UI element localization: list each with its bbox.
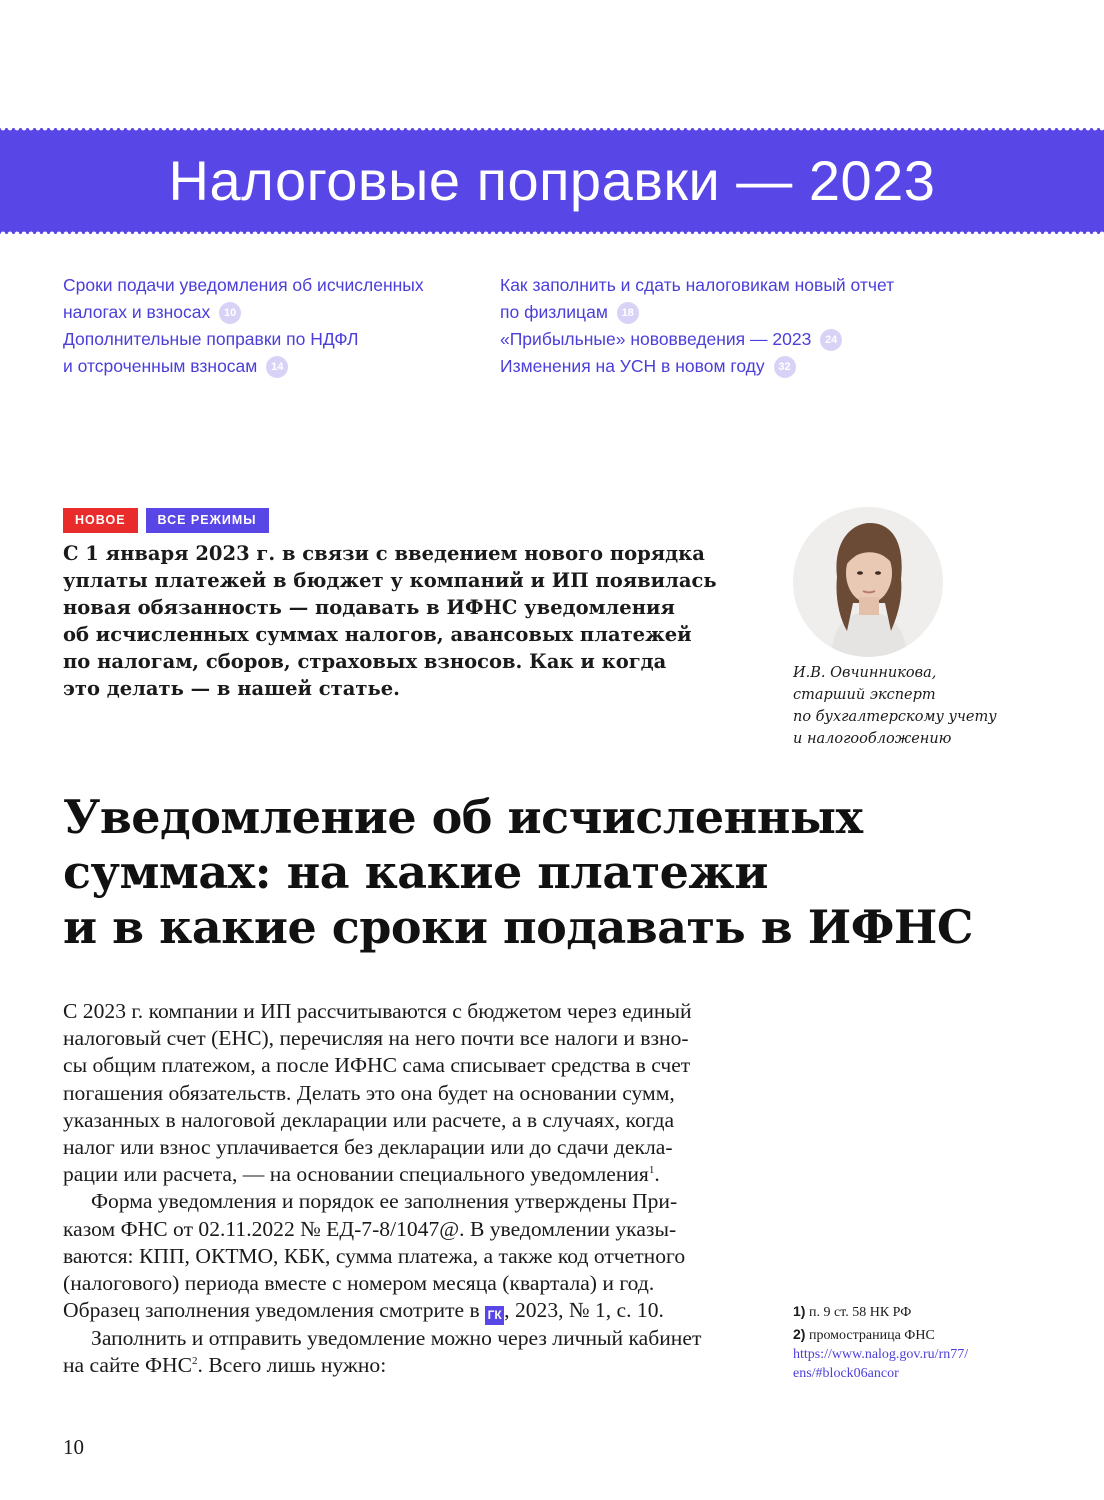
section-title: Налоговые поправки — 2023: [168, 149, 936, 212]
toc-item-profit-tax[interactable]: «Прибыльные» нововведения — 2023 24: [500, 326, 920, 353]
article-lead: С 1 января 2023 г. в связи с введением нового порядка уплаты платежей в бюджет у компаний и ИП появилась новая обязанность — подавать в ИФНС уведомления об исчисленных суммах налогов, авансовых платежей по налогам, сборов, страховых взносов. Как и когда это делать — в нашей статье.: [63, 542, 717, 700]
section-banner: [0, 128, 1104, 234]
page-badge: 32: [774, 356, 796, 378]
tag-all-regimes: ВСЕ РЕЖИМЫ: [146, 508, 269, 533]
page-badge: 18: [617, 302, 639, 324]
author-name: И.В. Овчинникова,: [793, 665, 937, 681]
tag-new: НОВОЕ: [63, 508, 138, 533]
toc-item-usn-changes[interactable]: Изменения на УСН в новом году 32: [500, 353, 920, 380]
page-number: 10: [63, 1435, 84, 1459]
toc-right-column: [500, 272, 920, 380]
author-caption: И.В. Овчинникова, старший эксперт по бухгалтерскому учету и налогообложению: [793, 662, 1033, 750]
footnotes: [793, 1302, 1033, 1386]
toc-item-notification-deadlines[interactable]: Сроки подачи уведомления об исчисленных налогах и взносах 10: [63, 272, 473, 326]
footnote-2: 2) промостраница ФНС https://www.nalog.gov.ru/rn77/ ens/#block06ancor: [793, 1325, 1033, 1383]
article-tags: [63, 508, 269, 533]
toc-item-individuals-report[interactable]: Как заполнить и сдать налоговикам новый отчет по физлицам 18: [500, 272, 920, 326]
footnote-ref-2[interactable]: 2: [192, 1355, 198, 1368]
toc-left-column: [63, 272, 473, 380]
fns-promo-link[interactable]: https://www.nalog.gov.ru/rn77/ ens/#block06ancor: [793, 1347, 969, 1381]
page-badge: 14: [266, 356, 288, 378]
banner-scallop-bottom: [0, 231, 1104, 237]
toc-item-ndfl-changes[interactable]: Дополнительные поправки по НДФЛ и отсроченным взносам 14: [63, 326, 473, 380]
banner-scallop-top: [0, 125, 1104, 131]
page-badge: 10: [219, 302, 241, 324]
gk-magazine-icon[interactable]: ГК: [485, 1306, 504, 1325]
article-body: С 2023 г. компании и ИП рассчитываются с бюджетом через единый налоговый счет (ЕНС), перечисляя на него почти все налоги и взно- сы общим платежом, а после ИФНС сама списывает средства в счет погашения обязательств. Делать это она будет на основании сумм, указанных в налоговой декларации или расчете, а в случаях, когда налог или взнос уплачивается без декларации или до сдачи декла- рации или расчета, — на основании специального уведомления$^1$. Форма уведомления и порядок ее заполнения утверждены При- казом ФНС от 02.11.2022 № ЕД-7-8/1047@. В уведомлении указы- ваются: КПП, ОКТМО, КБК, сумма платежа, а также код отчетного (налогового) периода вместе с номером месяца (квартала) и год. Образец заполнения уведомления смотрите в ГК , 2023, № 1, с. 10. Заполнить и отправить уведомление можно через личный кабинет на сайте ФНС$^2$. Всего лишь нужно:: [63, 999, 702, 1378]
page-badge: 24: [820, 329, 842, 351]
author-photo: [793, 507, 943, 657]
article-headline: Уведомление об исчисленных суммах: на какие платежи и в какие сроки подавать в ИФНС: [63, 790, 973, 954]
footnote-ref-1[interactable]: 1: [648, 1164, 655, 1177]
author-portrait-icon: [793, 507, 943, 657]
footnote-1: 1) п. 9 ст. 58 НК РФ: [793, 1303, 912, 1320]
